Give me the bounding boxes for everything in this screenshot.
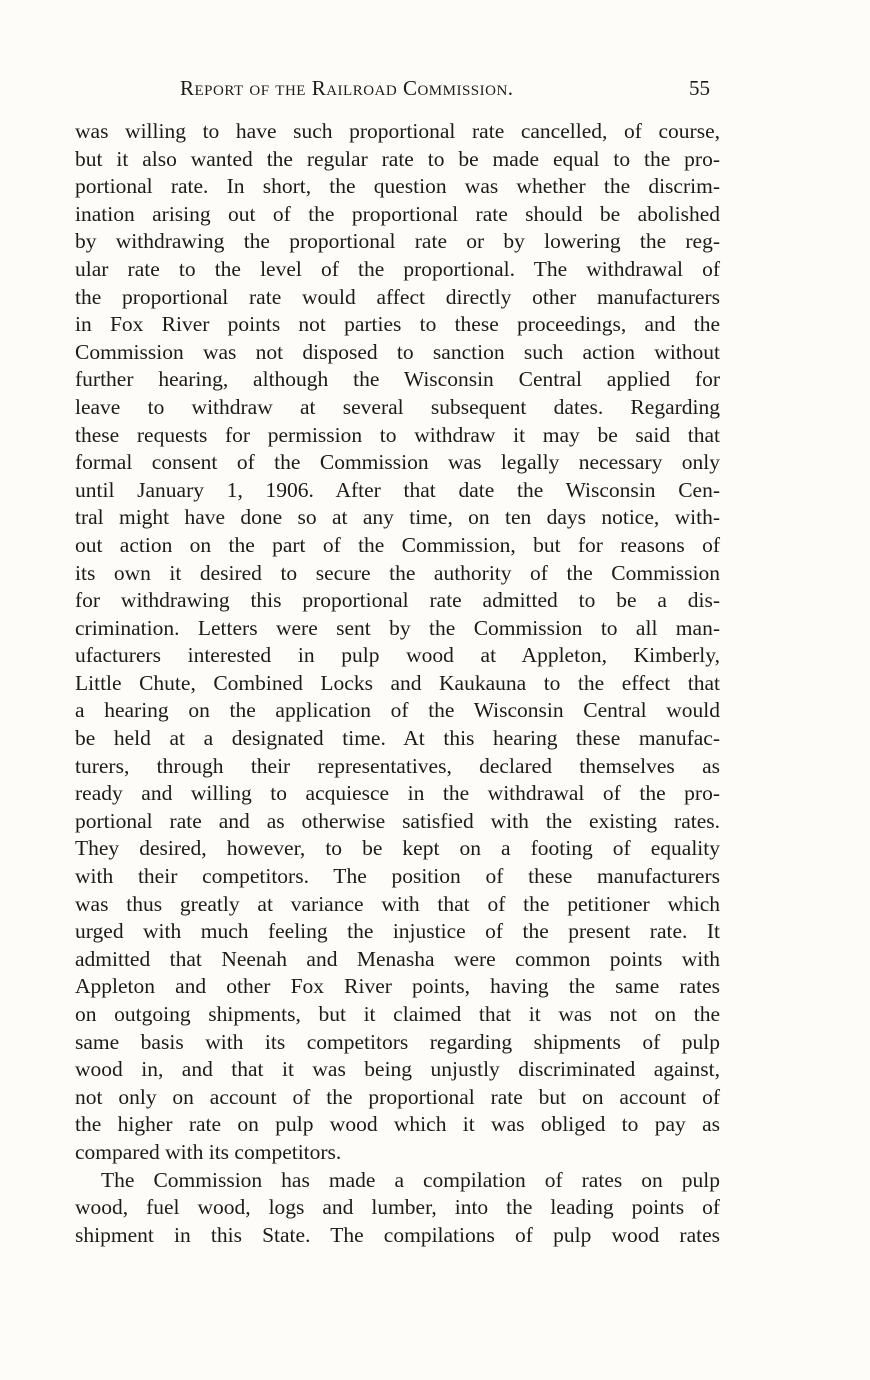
text-line: ular rate to the level of the proportional. The withdrawal of (75, 256, 720, 281)
page-number: 55 (689, 76, 710, 100)
text-line: same basis with its competitors regarding shipments of pulp (75, 1029, 720, 1054)
text-line: ufacturers interested in pulp wood at Appleton, Kimberly, (75, 643, 720, 668)
text-line: Appleton and other Fox River points, having the same rates (75, 974, 720, 999)
text-line: but it also wanted the regular rate to be made equal to the pro- (75, 146, 720, 171)
text-line: wood in, and that it was being unjustly discriminated against, (75, 1057, 720, 1082)
text-line: these requests for permission to withdraw it may be said that (75, 422, 720, 447)
text-line: crimination. Letters were sent by the Commission to all man- (75, 615, 720, 640)
text-line: for withdrawing this proportional rate admitted to be a dis- (75, 588, 720, 613)
running-head-title: Report of the Railroad Commission. (180, 76, 514, 100)
text-line: until January 1, 1906. After that date the Wisconsin Cen- (75, 477, 720, 502)
body-text (75, 118, 720, 1249)
text-line: They desired, however, to be kept on a footing of equality (75, 836, 720, 861)
text-line: admitted that Neenah and Menasha were common points with (75, 946, 720, 971)
text-line: the proportional rate would affect directly other manufacturers (75, 284, 720, 309)
text-line: portional rate and as otherwise satisfied with the existing rates. (75, 808, 720, 833)
text-line: not only on account of the proportional rate but on account of (75, 1084, 720, 1109)
text-line: turers, through their representatives, declared themselves as (75, 753, 720, 778)
text-line: Commission was not disposed to sanction such action without (75, 339, 720, 364)
text-line: in Fox River points not parties to these proceedings, and the (75, 312, 720, 337)
text-line: ready and willing to acquiesce in the withdrawal of the pro- (75, 781, 720, 806)
text-line: wood, fuel wood, logs and lumber, into the leading points of (75, 1195, 720, 1220)
text-line: the higher rate on pulp wood which it was obliged to pay as (75, 1112, 720, 1137)
text-line: shipment in this State. The compilations of pulp wood rates (75, 1222, 720, 1247)
paragraph (75, 118, 720, 1167)
text-line: on outgoing shipments, but it claimed that it was not on the (75, 1002, 720, 1026)
text-line: urged with much feeling the injustice of the present rate. It (75, 919, 720, 944)
text-line: The Commission has made a compilation of rates on pulp (101, 1167, 720, 1192)
text-line: out action on the part of the Commission, but for reasons of (75, 532, 720, 557)
paragraph (75, 1167, 720, 1250)
text-line: ination arising out of the proportional rate should be abolished (75, 201, 720, 226)
text-line: its own it desired to secure the authority of the Commission (75, 560, 720, 585)
text-line: tral might have done so at any time, on ten days notice, with- (75, 505, 720, 530)
text-line: Little Chute, Combined Locks and Kaukauna to the effect that (75, 670, 720, 695)
text-line: a hearing on the application of the Wisconsin Central would (75, 698, 720, 723)
text-line: compared with its competitors. (75, 1139, 342, 1164)
text-line: portional rate. In short, the question was whether the discrim- (75, 174, 720, 199)
text-line: with their competitors. The position of these manufacturers (75, 864, 720, 889)
text-line: was willing to have such proportional rate cancelled, of course, (75, 119, 720, 143)
text-line: be held at a designated time. At this hearing these manufac- (75, 726, 720, 751)
text-line: leave to withdraw at several subsequent dates. Regarding (75, 394, 720, 419)
text-line: was thus greatly at variance with that of the petitioner which (75, 891, 720, 916)
text-line: by withdrawing the proportional rate or by lowering the reg- (75, 229, 720, 254)
text-line: formal consent of the Commission was legally necessary only (75, 450, 720, 475)
text-line: further hearing, although the Wisconsin Central applied for (75, 367, 720, 392)
